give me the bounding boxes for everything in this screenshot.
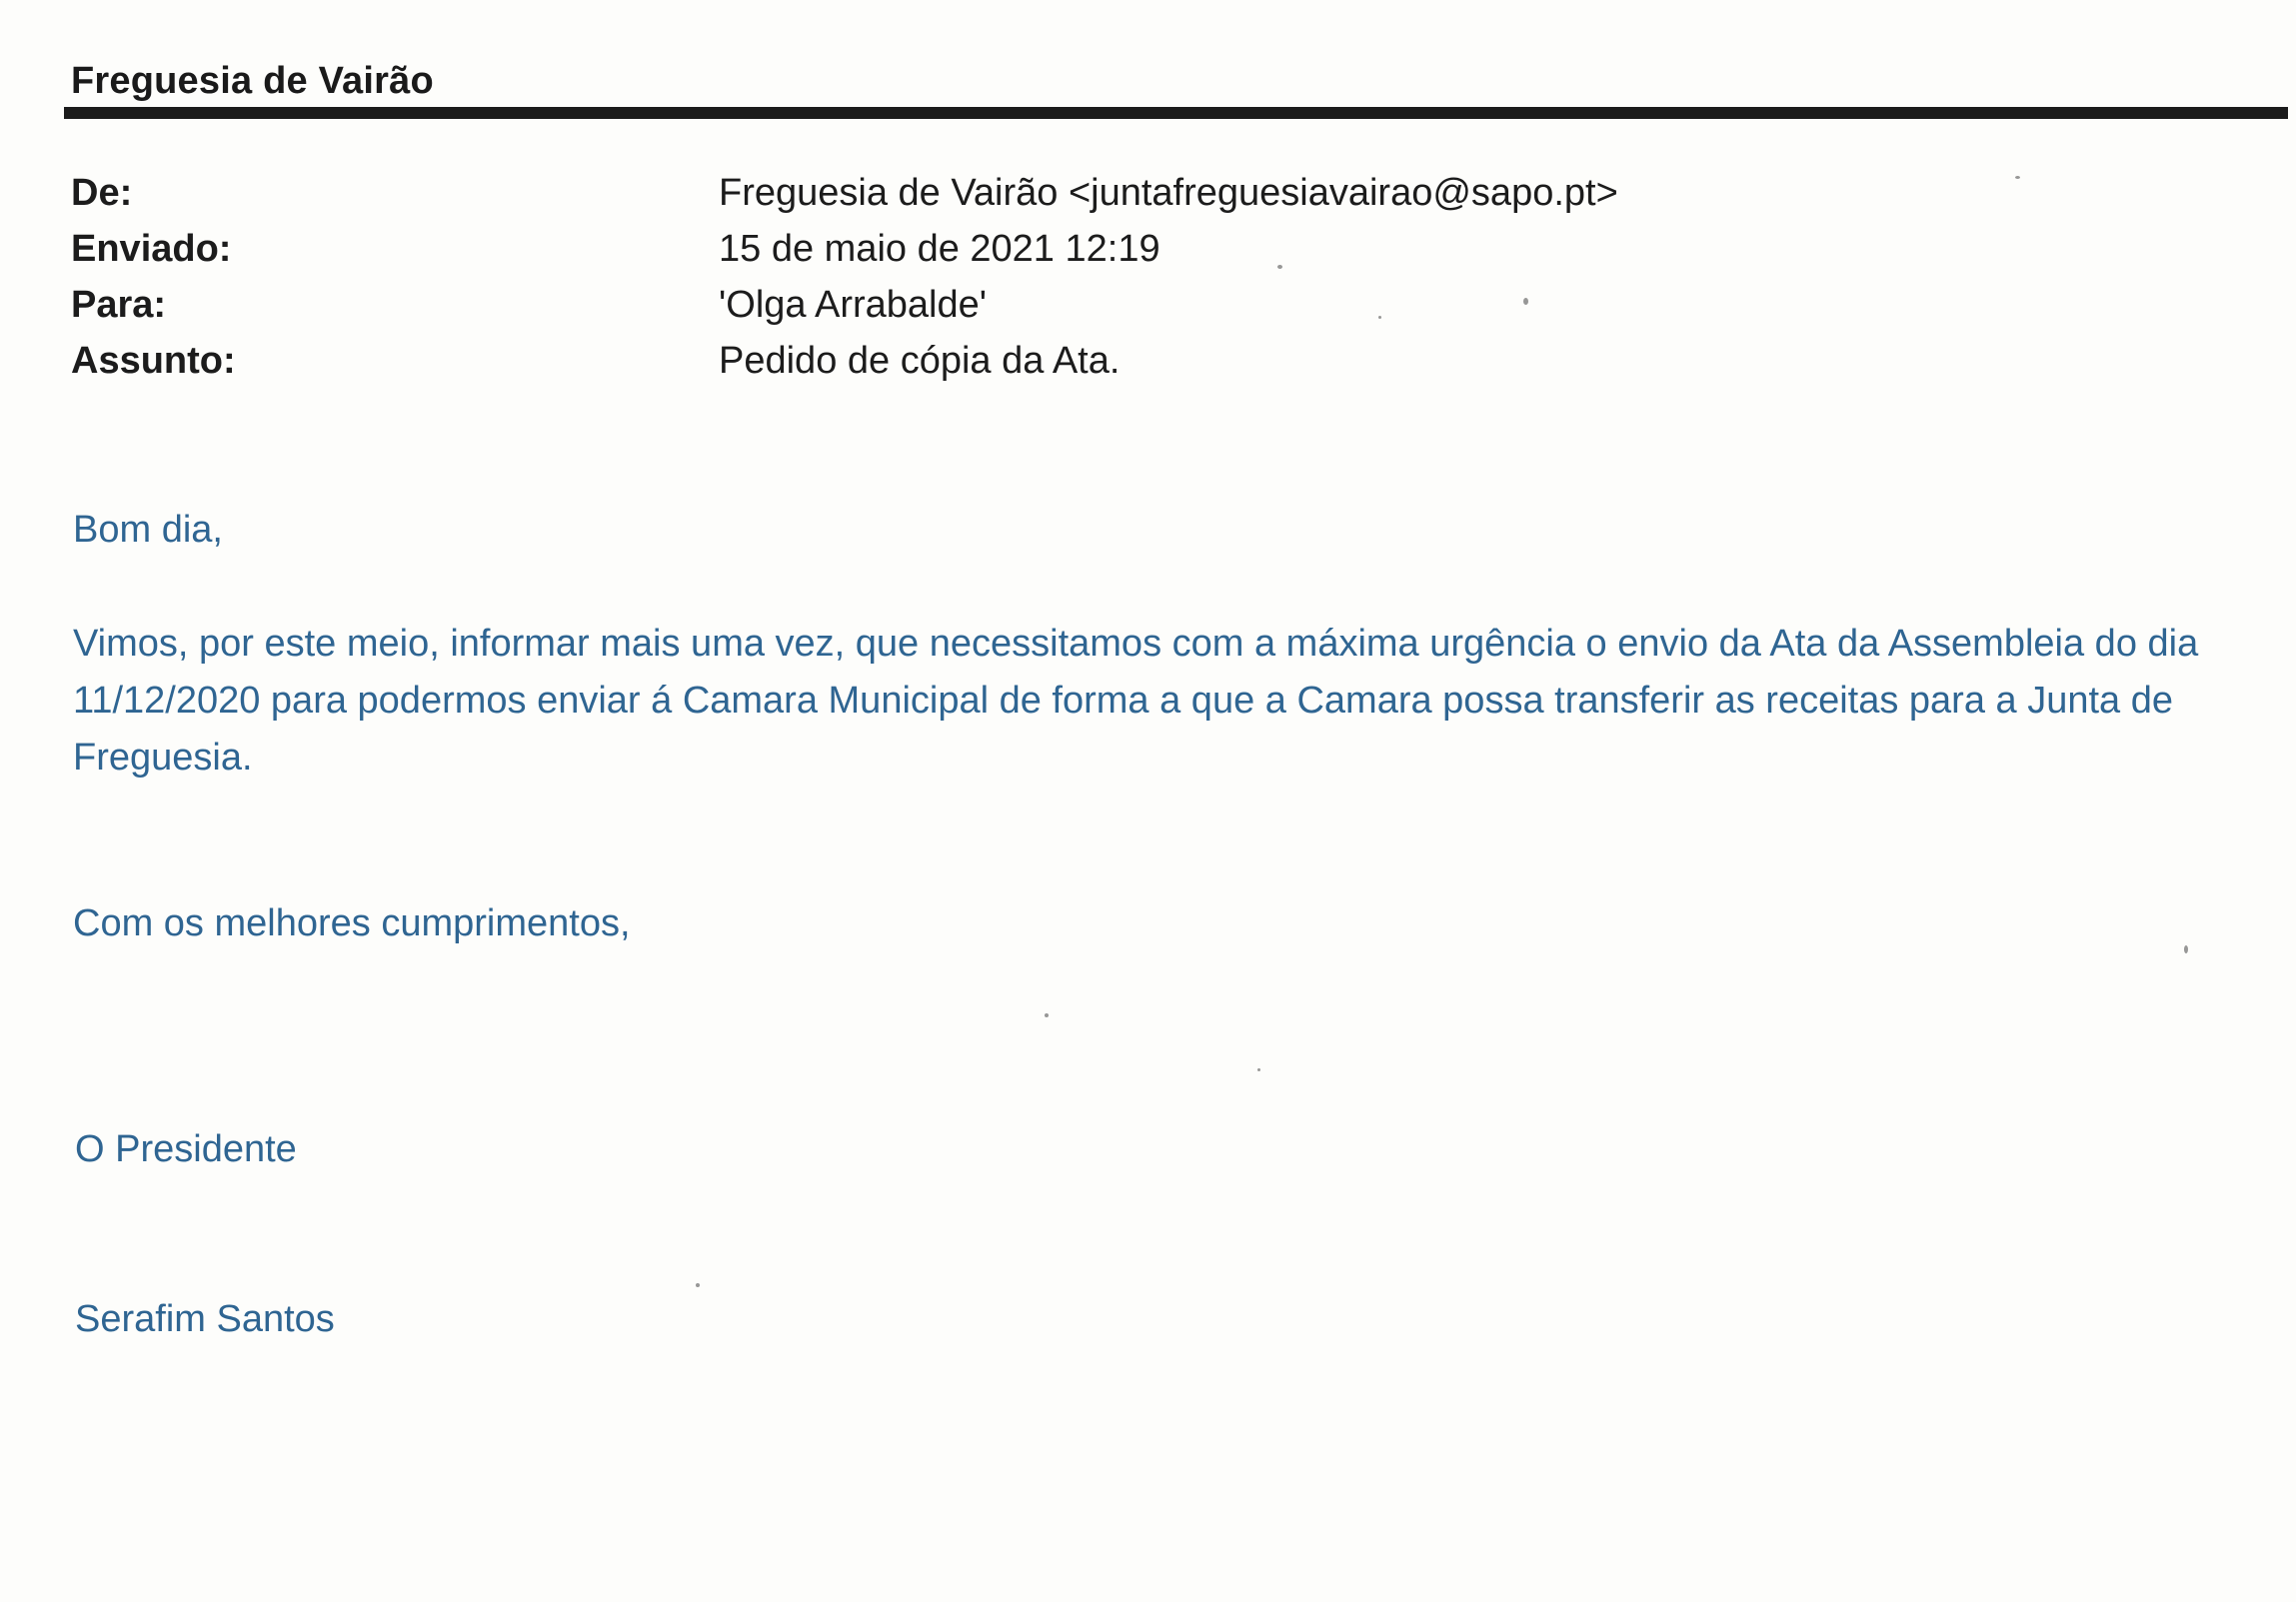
from-row [71, 172, 2220, 228]
sent-label: Enviado: [71, 228, 232, 270]
from-label: De: [71, 172, 133, 214]
from-value: Freguesia de Vairão <juntafreguesiavairao@sapo.pt> [719, 172, 1618, 214]
subject-label: Assunto: [71, 340, 236, 382]
to-label: Para: [71, 284, 167, 326]
sent-value: 15 de maio de 2021 12:19 [719, 228, 1160, 270]
email-header-fields [71, 172, 2220, 396]
to-value: 'Olga Arrabalde' [719, 284, 988, 326]
org-title: Freguesia de Vairão [71, 60, 434, 102]
scan-speck [2015, 176, 2020, 179]
scan-speck [1523, 298, 1528, 305]
to-row [71, 284, 2220, 340]
sent-row [71, 228, 2220, 284]
closing-line: Com os melhores cumprimentos, [73, 902, 631, 944]
scan-speck [696, 1283, 700, 1287]
message-paragraph: Vimos, por este meio, informar mais uma vez, que necessitamos com a máxima urgência o envio da Ata da Assembleia do dia 11/12/2020 para podermos enviar á Camara Municipal de forma a que a Camara possa transferir as receitas para a Junta de Freguesia. [73, 623, 2199, 779]
scan-speck [2184, 945, 2188, 953]
scan-speck [1257, 1068, 1260, 1071]
scan-speck [1277, 265, 1282, 269]
subject-value: Pedido de cópia da Ata. [719, 340, 1121, 382]
header-divider [64, 107, 2288, 119]
signer-role: O Presidente [75, 1128, 297, 1170]
signer-name: Serafim Santos [75, 1298, 335, 1340]
scan-speck [1045, 1013, 1049, 1017]
subject-row [71, 340, 2220, 396]
scan-speck [1378, 316, 1381, 319]
greeting: Bom dia, [73, 509, 223, 551]
